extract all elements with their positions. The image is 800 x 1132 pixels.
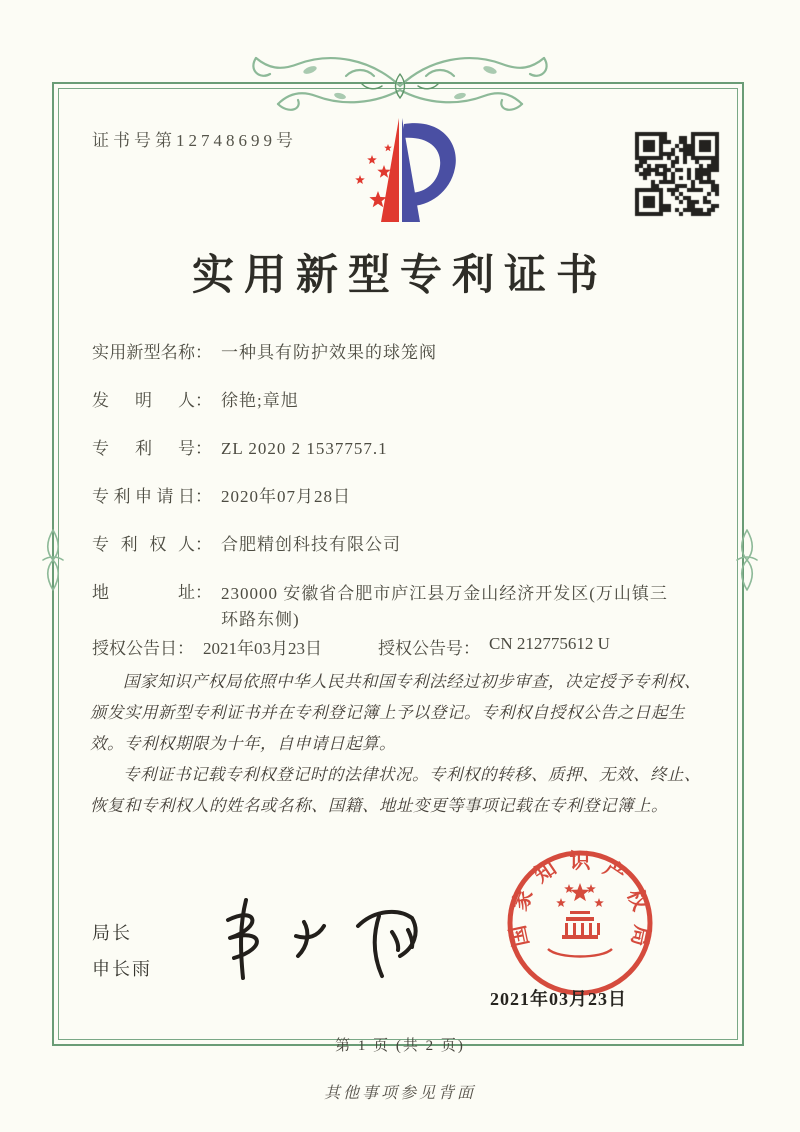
field-row-filing-date	[92, 485, 720, 508]
grant-date-label: 授权公告日	[92, 639, 177, 658]
field-colon: ：	[195, 583, 212, 602]
field-row-patentee	[92, 533, 720, 556]
page-number: 第 1 页 (共 2 页)	[335, 1038, 465, 1054]
field-colon: ：	[195, 343, 212, 362]
field-value: 2020年07月28日	[221, 487, 351, 506]
svg-text:产: 产	[599, 855, 631, 888]
field-label: 专利权人	[92, 535, 195, 554]
field-label: 专利号	[92, 439, 195, 458]
legal-text	[90, 666, 714, 821]
field-value: 合肥精创科技有限公司	[221, 535, 401, 554]
svg-text:识: 识	[569, 849, 591, 873]
field-label: 发明人	[92, 391, 195, 410]
cnipa-seal-icon	[466, 845, 698, 1005]
field-colon: ：	[195, 439, 212, 458]
field-row-inventors	[92, 389, 720, 412]
grant-number-value: CN 212775612 U	[489, 634, 610, 653]
field-list	[92, 341, 720, 658]
certificate-title: 实用新型专利证书	[191, 253, 608, 299]
certificate-number: 证书号第12748699号	[92, 131, 297, 150]
director-signature-icon	[212, 886, 438, 994]
reverse-side-note: 其他事项参见背面	[323, 1085, 476, 1102]
qr-code-icon	[633, 130, 721, 218]
cnipa-logo-icon	[336, 108, 468, 238]
field-row-patent-number	[92, 437, 720, 460]
field-label: 地址	[92, 583, 195, 602]
field-label: 实用新型名称	[92, 343, 195, 362]
grant-row	[92, 634, 720, 659]
grant-date-value: 2021年03月23日	[203, 639, 322, 658]
field-row-utility-model-name	[92, 341, 720, 364]
field-colon: ：	[463, 639, 480, 658]
field-colon: ：	[195, 391, 212, 410]
signatory-title: 局长	[92, 923, 132, 943]
border-ornament-right-icon	[734, 528, 760, 592]
svg-text:局: 局	[626, 923, 655, 949]
official-seal-block	[466, 845, 698, 1023]
field-value: ZL 2020 2 1537757.1	[221, 439, 388, 458]
field-label: 专利申请日	[92, 487, 195, 506]
legal-paragraph-1: 国家知识产权局依照中华人民共和国专利法经过初步审查，决定授予专利权、颁发实用新型专利证书并在专利登记簿上予以登记。专利权自授权公告之日起生效。专利权期限为十年，自申请日起算。	[90, 672, 701, 753]
signatory-block	[92, 915, 152, 987]
svg-text:家: 家	[507, 885, 538, 915]
signatory-name: 申长雨	[92, 959, 152, 979]
field-colon: ：	[195, 487, 212, 506]
svg-text:国: 国	[505, 923, 534, 949]
grant-date-pair	[92, 634, 322, 659]
field-colon: ：	[195, 535, 212, 554]
grant-number-pair	[378, 634, 610, 659]
svg-text:知: 知	[529, 855, 561, 888]
field-colon: ：	[177, 639, 194, 658]
seal-date: 2021年03月23日	[490, 989, 627, 1009]
border-ornament-left-icon	[40, 528, 66, 592]
field-value: 一种具有防护效果的球笼阀	[221, 343, 437, 362]
field-row-address	[92, 581, 720, 633]
grant-number-label: 授权公告号	[378, 639, 463, 658]
field-value: 徐艳;章旭	[221, 391, 299, 410]
legal-paragraph-2: 专利证书记载专利权登记时的法律状况。专利权的转移、质押、无效、终止、恢复和专利权人的姓名或名称、国籍、地址变更等事项记载在专利登记簿上。	[90, 765, 701, 815]
field-value: 230000 安徽省合肥市庐江县万金山经济开发区(万山镇三环路东侧)	[221, 584, 668, 629]
svg-text:权: 权	[622, 885, 653, 915]
